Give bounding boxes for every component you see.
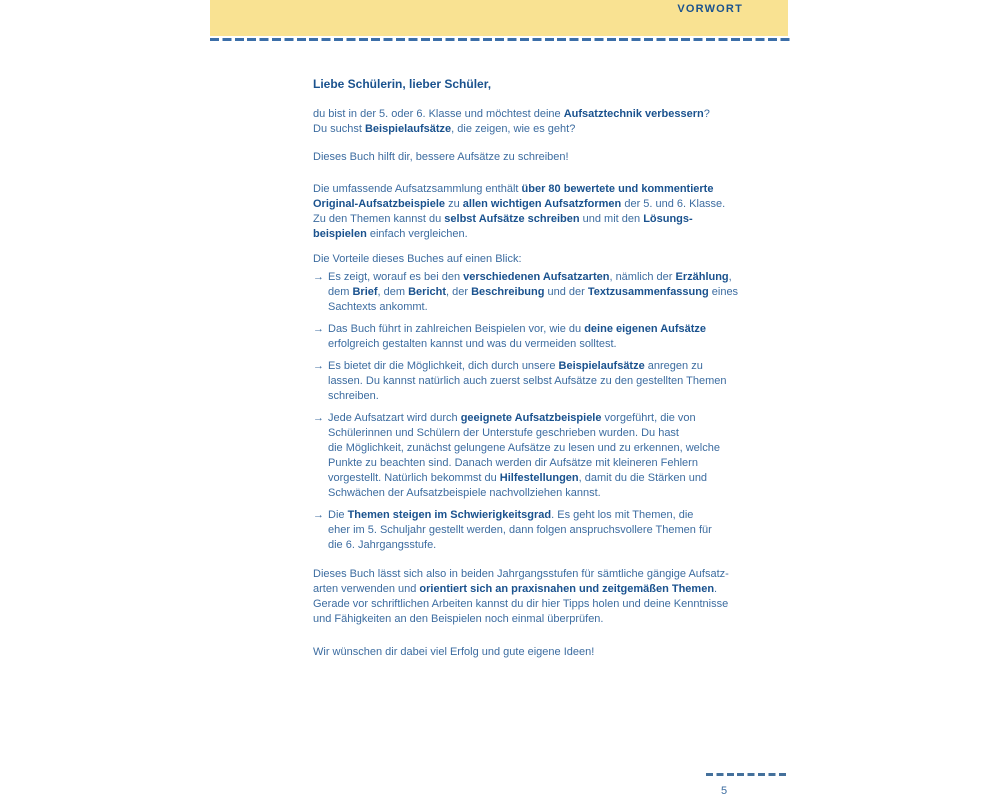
- arrow-bullet-icon: →: [313, 271, 324, 283]
- summary-paragraph: Die umfassende Aufsatzsammlung enthält über 80 bewertete und kommentierte Original-Aufsatzbeispiele zu allen wichtigen Aufsatzformen der 5. und 6. Klasse. Zu den Themen kannst du selbst Aufsätze schreiben und mit den Lösungs- beispielen einfach vergleichen.: [313, 183, 726, 240]
- arrow-bullet-icon: →: [313, 323, 324, 335]
- benefits-list: [313, 270, 783, 560]
- bullet-text: Jede Aufsatzart wird durch geeignete Aufsatzbeispiele vorgeführt, die von Schülerinnen und Schülern der Unterstufe geschrieben wurden. Du hast die Möglichkeit, zunächst gelungene Aufsätze zu lesen und zu erkennen, welche Punkte zu beachten sind. Danach werden dir Aufsätze mit kleineren Fehlern vorgestellt. Natürlich bekommst du Hilfestellungen, damit du die Stärken und Schwächen der Aufsatzbeispiele nachvollziehen kannst.: [328, 412, 720, 499]
- bullet-text: Die Themen steigen im Schwierigkeitsgrad. Es geht los mit Themen, die eher im 5. Schuljahr gestellt werden, dann folgen anspruchsvollere Themen für die 6. Jahrgangsstufe.: [328, 509, 712, 551]
- intro-paragraph: du bist in der 5. oder 6. Klasse und möchtest deine Aufsatztechnik verbessern? Du suchst Beispielaufsätze, die zeigen, wie es geht?: [313, 108, 710, 135]
- bullet-item: [313, 359, 783, 404]
- header-band: [210, 0, 788, 36]
- page-header-title: VORWORT: [677, 3, 743, 15]
- arrow-bullet-icon: →: [313, 360, 324, 372]
- arrow-bullet-icon: →: [313, 509, 324, 521]
- bullet-item: [313, 322, 783, 352]
- bullet-text: Es bietet dir die Möglichkeit, dich durch unsere Beispielaufsätze anregen zu lassen. Du kannst natürlich auch zuerst selbst Aufsätze zu den gestellten Themen schreiben.: [328, 360, 727, 402]
- footer-dashed-rule: [706, 773, 789, 776]
- bullet-item: [313, 411, 783, 501]
- closing-paragraph: Dieses Buch lässt sich also in beiden Jahrgangsstufen für sämtliche gängige Aufsatz- arten verwenden und orientiert sich an praxisnahen und zeitgemäßen Themen. Gerade vor schriftlichen Arbeiten kannst du dir hier Tipps holen und deine Kenntnisse und Fähigkeiten an den Beispielen noch einmal überprüfen.: [313, 568, 729, 625]
- bullet-item: [313, 270, 783, 315]
- salutation: Liebe Schülerin, lieber Schüler,: [313, 77, 492, 91]
- header-dashed-rule: [210, 38, 790, 41]
- bullet-text: Das Buch führt in zahlreichen Beispielen vor, wie du deine eigenen Aufsätze erfolgreich gestalten kannst und was du vermeiden solltest.: [328, 323, 707, 350]
- bullet-text: Es zeigt, worauf es bei den verschiedenen Aufsatzarten, nämlich der Erzählung, dem Brief, dem Bericht, der Beschreibung und der Textzusammenfassung eines Sachtexts ankommt.: [328, 271, 739, 313]
- page-number: 5: [720, 785, 728, 797]
- bullet-item: [313, 508, 783, 553]
- arrow-bullet-icon: →: [313, 412, 324, 424]
- help-line: Dieses Buch hilft dir, bessere Aufsätze zu schreiben!: [313, 151, 569, 163]
- wish-line: Wir wünschen dir dabei viel Erfolg und gute eigene Ideen!: [313, 646, 595, 658]
- preface-content: [313, 70, 783, 660]
- benefits-heading: Die Vorteile dieses Buches auf einen Blick:: [313, 253, 522, 265]
